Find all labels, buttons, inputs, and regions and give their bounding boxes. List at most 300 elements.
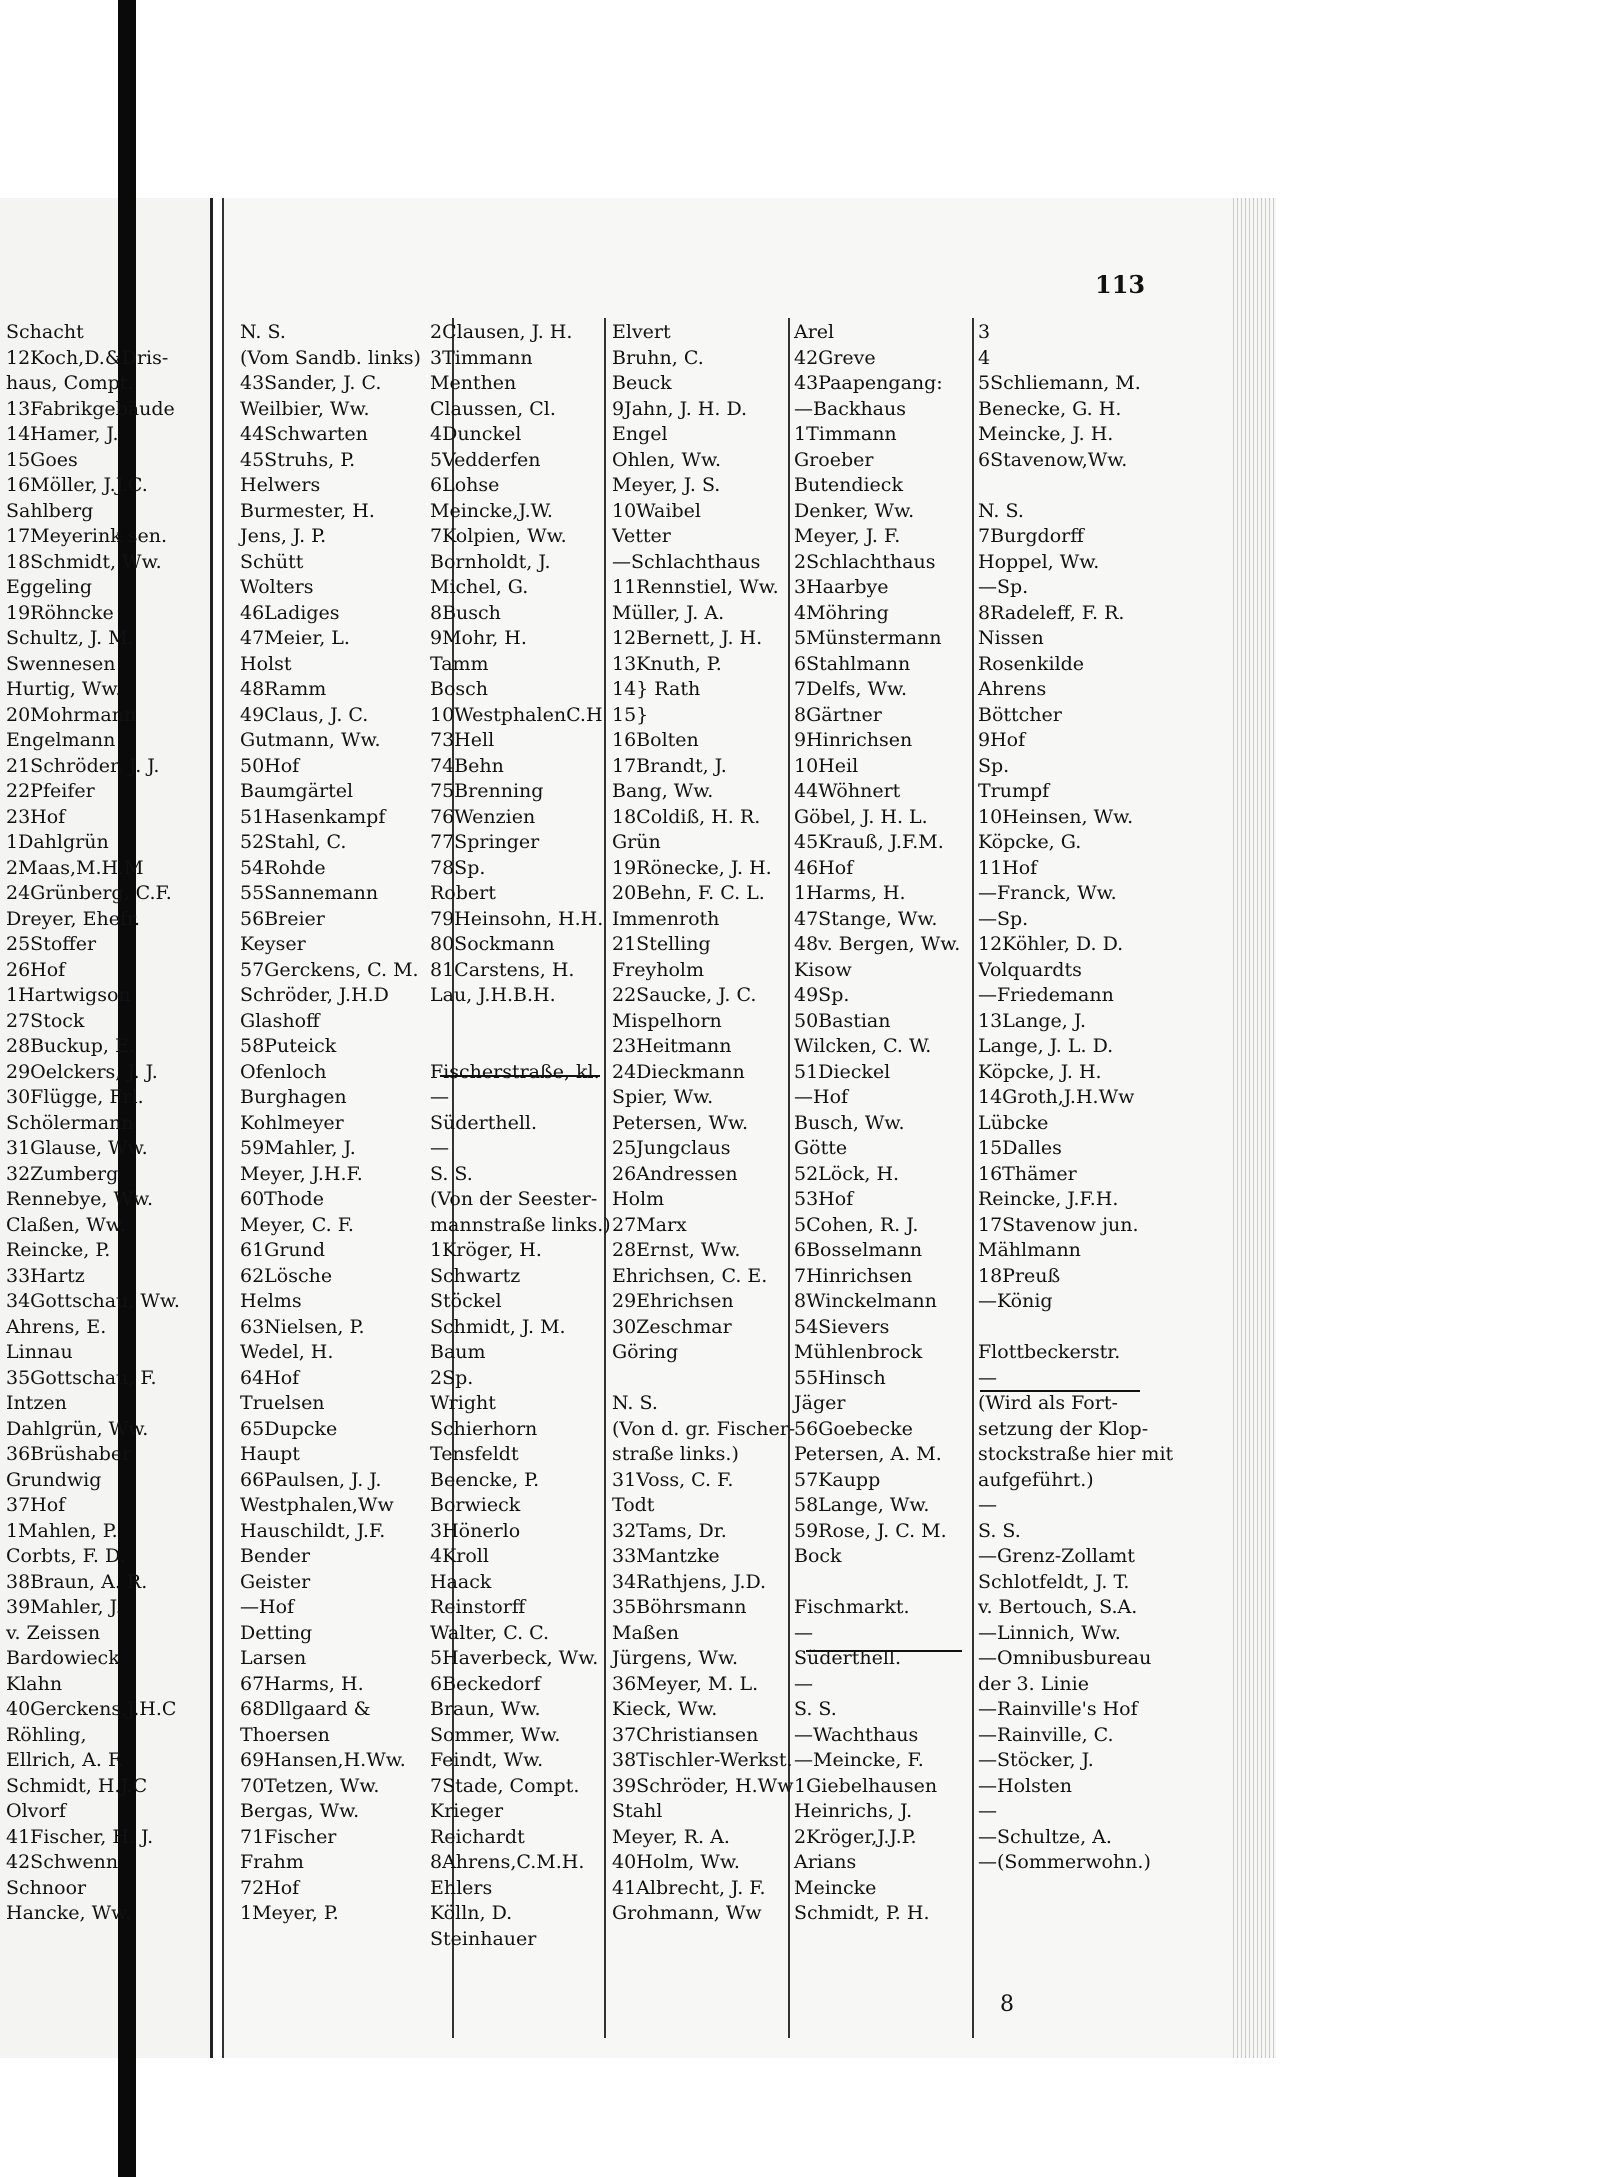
directory-entry: 7Burgdorff	[978, 525, 1084, 547]
directory-entry: 6Stahlmann	[794, 652, 911, 675]
directory-entry: Beuck	[612, 372, 672, 394]
directory-entry: 14Groth,J.H.Ww	[978, 1086, 1135, 1108]
directory-entry: 29Oelckers, J. J.	[6, 1060, 158, 1083]
directory-entry: Grundwig	[6, 1468, 102, 1491]
directory-entry: Köpcke, G.	[978, 831, 1082, 853]
directory-entry: 9Hinrichsen	[794, 729, 913, 751]
directory-entry: mannstraße links.)	[430, 1213, 611, 1236]
directory-entry: —Wachthaus	[794, 1723, 919, 1746]
directory-entry: 61Grund	[240, 1239, 326, 1261]
directory-entry: 3Haarbye	[794, 576, 889, 598]
directory-entry: Reincke, P.	[6, 1239, 111, 1261]
directory-entry: 74Behn	[430, 754, 504, 777]
directory-entry: 15Dalles	[978, 1137, 1062, 1159]
directory-entry: stockstraße hier mit	[978, 1443, 1174, 1465]
directory-entry: 55Hinsch	[794, 1366, 886, 1389]
directory-entry: Feindt, Ww.	[430, 1749, 544, 1771]
directory-entry: Todt	[612, 1494, 655, 1516]
directory-entry	[978, 473, 1173, 499]
directory-entry: 72Hof	[240, 1876, 300, 1899]
directory-entry: Haupt	[240, 1443, 300, 1465]
directory-entry: (Von der Seester-	[430, 1188, 598, 1210]
directory-entry: 35Gottschau, F.	[6, 1366, 157, 1389]
directory-entry: 79Heinsohn, H.H.	[430, 907, 604, 930]
directory-entry: 30Flügge, Frl.	[6, 1086, 144, 1108]
directory-entry: Mispelhorn	[612, 1009, 722, 1032]
directory-entry: 18Coldiß, H. R.	[612, 805, 761, 828]
directory-entry: Groeber	[794, 448, 874, 471]
directory-entry: 28Buckup, E.	[6, 1035, 135, 1057]
directory-entry: 43Sander, J. C.	[240, 372, 382, 394]
directory-entry: 16Bolten	[612, 729, 699, 751]
directory-entry: 49Claus, J. C.	[240, 703, 369, 726]
directory-entry: (Wird als Fort-	[978, 1392, 1118, 1414]
directory-entry: 6Beckedorf	[430, 1672, 541, 1695]
directory-entry: Fischerstraße, kl.	[430, 1060, 600, 1083]
directory-entry: 19Röhncke	[6, 601, 114, 624]
directory-entry: 24Dieckmann	[612, 1060, 745, 1083]
directory-entry: Stahl	[612, 1800, 663, 1822]
directory-entry: Nissen	[978, 627, 1044, 649]
directory-entry: Gutmann, Ww.	[240, 729, 381, 751]
directory-entry: Ahrens, E.	[6, 1315, 107, 1338]
directory-entry: 13Knuth, P.	[612, 652, 722, 675]
directory-entry: 1Meyer, P.	[240, 1902, 339, 1924]
directory-entry: 62Lösche	[240, 1264, 333, 1287]
directory-entry: 8Gärtner	[794, 703, 882, 726]
directory-entry: 65Dupcke	[240, 1417, 338, 1440]
directory-entry: Schlotfeldt, J. T.	[978, 1570, 1130, 1593]
directory-entry: 78Sp.	[430, 856, 486, 879]
directory-entry: 6Bosselmann	[794, 1239, 923, 1261]
directory-entry: 53Hof	[794, 1188, 854, 1210]
directory-entry: Petersen, Ww.	[612, 1111, 749, 1134]
directory-entry: 48Ramm	[240, 678, 327, 700]
directory-entry: —Franck, Ww.	[978, 882, 1117, 904]
directory-entry: 7Delfs, Ww.	[794, 678, 908, 700]
directory-entry: Ahrens	[978, 678, 1047, 700]
directory-entry: Bornholdt, J.	[430, 550, 551, 573]
directory-entry: 32Zumberg	[6, 1162, 119, 1185]
directory-entry: Benecke, G. H.	[978, 397, 1122, 420]
directory-entry: 57Kaupp	[794, 1468, 881, 1491]
directory-entry: —	[430, 1137, 449, 1159]
directory-entry: Arel	[794, 321, 835, 343]
directory-entry: Lau, J.H.B.H.	[430, 984, 556, 1006]
directory-entry: 20Behn, F. C. L.	[612, 882, 765, 904]
directory-entry: 1Hartwigson	[6, 984, 131, 1006]
directory-entry: 47Meier, L.	[240, 627, 350, 649]
directory-entry: Reinstorff	[430, 1596, 526, 1618]
directory-entry: —Omnibusbureau	[978, 1647, 1152, 1669]
directory-entry: Meincke, J. H.	[978, 423, 1114, 445]
directory-entry: —	[794, 1672, 813, 1695]
directory-column-3	[430, 320, 611, 1952]
directory-entry: Holm	[612, 1188, 665, 1210]
directory-entry: Jürgens, Ww.	[612, 1647, 738, 1669]
directory-entry: Keyser	[240, 933, 306, 955]
directory-entry: Schierhorn	[430, 1417, 538, 1440]
directory-entry: 45Krauß, J.F.M.	[794, 831, 944, 853]
directory-entry: Lübcke	[978, 1111, 1049, 1134]
directory-entry: Westphalen,Ww	[240, 1494, 394, 1516]
directory-entry: 6Lohse	[430, 474, 500, 496]
directory-entry: —Sp.	[978, 576, 1029, 598]
directory-entry: Steinhauer	[430, 1927, 537, 1950]
directory-entry: —	[430, 1086, 449, 1108]
directory-entry: Baumgärtel	[240, 780, 354, 802]
directory-entry: —Schultze, A.	[978, 1825, 1112, 1848]
directory-entry: Sahlberg	[6, 499, 94, 522]
directory-entry: Ellrich, A. F.	[6, 1749, 125, 1771]
directory-entry: Kisow	[794, 958, 852, 981]
directory-entry: Jens, J. P.	[240, 525, 327, 547]
directory-entry: —Holsten	[978, 1774, 1072, 1797]
directory-entry: 28Ernst, Ww.	[612, 1239, 741, 1261]
directory-entry: 81Carstens, H.	[430, 958, 575, 981]
directory-entry: Grohmann, Ww	[612, 1902, 762, 1924]
directory-entry: 22Pfeifer	[6, 780, 95, 802]
directory-entry: Linnau	[6, 1341, 73, 1363]
directory-entry: Burmester, H.	[240, 499, 375, 522]
directory-entry: Claßen, Ww.	[6, 1213, 126, 1236]
directory-entry: Geister	[240, 1570, 311, 1593]
directory-entry: Arians	[794, 1851, 857, 1873]
directory-entry: 11Rennstiel, Ww.	[612, 576, 779, 598]
directory-entry: Petersen, A. M.	[794, 1443, 942, 1465]
directory-entry: 2Clausen, J. H.	[430, 321, 573, 343]
directory-entry	[612, 1366, 795, 1392]
directory-entry: 1Harms, H.	[794, 882, 906, 904]
directory-entry: Wedel, H.	[240, 1341, 334, 1363]
directory-entry: 2Maas,M.H.M	[6, 856, 144, 879]
directory-entry: 46Ladiges	[240, 601, 340, 624]
directory-column-6	[978, 320, 1173, 1876]
directory-entry: 43Paapengang:	[794, 372, 943, 394]
directory-entry: Walter, C. C.	[430, 1621, 550, 1644]
directory-entry: 3Hönerlo	[430, 1519, 521, 1542]
directory-entry: Kohlmeyer	[240, 1111, 344, 1134]
directory-entry: v. Zeissen	[6, 1621, 101, 1644]
directory-entry: —Backhaus	[794, 397, 906, 420]
directory-entry: 76Wenzien	[430, 805, 536, 828]
directory-entry: 14} Rath	[612, 678, 701, 700]
directory-entry: Stöckel	[430, 1290, 502, 1312]
directory-entry: 8Winckelmann	[794, 1290, 937, 1312]
directory-entry: Schütt	[240, 550, 304, 573]
directory-entry: Schmidt, J. M.	[430, 1315, 566, 1338]
directory-entry: Braun, Ww.	[430, 1698, 541, 1720]
directory-entry: 8Busch	[430, 601, 501, 624]
directory-entry: 9Jahn, J. H. D.	[612, 397, 748, 420]
directory-entry: 40Gerckens,J.H.C	[6, 1698, 177, 1720]
directory-entry: —	[978, 1800, 997, 1822]
directory-entry: Ofenloch	[240, 1060, 327, 1083]
directory-entry: Klahn	[6, 1672, 63, 1695]
directory-entry: 60Thode	[240, 1188, 324, 1210]
directory-entry: S. S.	[794, 1698, 837, 1720]
directory-entry: S. S.	[430, 1162, 473, 1185]
directory-entry: 36Brüshaber	[6, 1443, 132, 1465]
directory-entry: —Grenz-Zollamt	[978, 1545, 1135, 1567]
directory-entry: 24Grünberg, C.F.	[6, 882, 172, 904]
directory-entry: 68Dllgaard &	[240, 1698, 371, 1720]
directory-entry: Borwieck	[430, 1494, 521, 1516]
directory-entry: —Hof	[794, 1086, 849, 1108]
directory-entry: Bock	[794, 1545, 842, 1567]
directory-entry: Schwartz	[430, 1264, 521, 1287]
directory-entry: Meyer, J. S.	[612, 474, 721, 496]
directory-entry: straße links.)	[612, 1443, 739, 1465]
directory-entry: 3Timmann	[430, 346, 533, 369]
directory-entry: 34Rathjens, J.D.	[612, 1570, 767, 1593]
directory-entry: —	[978, 1494, 997, 1516]
directory-entry: 52Löck, H.	[794, 1162, 900, 1185]
directory-entry: 55Sannemann	[240, 882, 379, 904]
directory-entry: 12Bernett, J. H.	[612, 627, 763, 649]
directory-entry: 47Stange, Ww.	[794, 907, 938, 930]
directory-entry: Schröder, J.H.D	[240, 984, 389, 1006]
directory-column-1	[6, 320, 180, 1927]
directory-entry: Schmidt, H.J.C	[6, 1774, 148, 1797]
directory-entry: Göring	[612, 1341, 679, 1363]
directory-entry: 33Mantzke	[612, 1545, 720, 1567]
directory-entry: Süderthell.	[794, 1647, 902, 1669]
directory-entry: 34Gottschau, Ww.	[6, 1290, 180, 1312]
directory-entry: 54Sievers	[794, 1315, 890, 1338]
directory-entry: 17Brandt, J.	[612, 754, 727, 777]
directory-entry: Grün	[612, 831, 661, 853]
directory-entry: setzung der Klop-	[978, 1417, 1149, 1440]
directory-entry: Olvorf	[6, 1800, 66, 1822]
directory-entry: Thoersen	[240, 1723, 330, 1746]
directory-entry: 17Stavenow jun.	[978, 1213, 1139, 1236]
directory-entry: —Hof	[240, 1596, 295, 1618]
directory-entry: 16Thämer	[978, 1162, 1077, 1185]
directory-entry: 19Rönecke, J. H.	[612, 856, 772, 879]
directory-entry: 20Mohrmann	[6, 703, 137, 726]
directory-entry: N. S.	[240, 321, 286, 343]
directory-entry: Mählmann	[978, 1239, 1081, 1261]
directory-entry: Volquardts	[978, 958, 1082, 981]
directory-entry: 50Hof	[240, 754, 300, 777]
directory-entry: Wolters	[240, 576, 314, 598]
directory-entry: 4Möhring	[794, 601, 889, 624]
directory-entry: 44Wöhnert	[794, 780, 901, 802]
directory-entry: Vetter	[612, 525, 671, 547]
directory-entry: der 3. Linie	[978, 1672, 1089, 1695]
directory-entry: 27Marx	[612, 1213, 687, 1236]
directory-entry: Göbel, J. H. L.	[794, 805, 928, 828]
directory-entry: 48v. Bergen, Ww.	[794, 933, 961, 955]
directory-entry: 40Holm, Ww.	[612, 1851, 740, 1873]
directory-entry: —Rainville's Hof	[978, 1698, 1138, 1720]
directory-entry: (Vom Sandb. links)	[240, 346, 421, 369]
directory-entry: 41Albrecht, J. F.	[612, 1876, 766, 1899]
directory-entry: 13Fabrikgebäude	[6, 397, 175, 420]
directory-entry: 23Hof	[6, 805, 66, 828]
directory-entry: Robert	[430, 882, 496, 904]
directory-entry: Bergas, Ww.	[240, 1800, 360, 1822]
directory-entry: Dahlgrün, Ww.	[6, 1417, 149, 1440]
directory-entry: 11Hof	[978, 856, 1038, 879]
directory-entry: 31Voss, C. F.	[612, 1468, 734, 1491]
directory-entry: —Schlachthaus	[612, 550, 761, 573]
directory-entry: Weilbier, Ww.	[240, 397, 370, 420]
directory-entry: 37Hof	[6, 1494, 66, 1516]
directory-entry: —Rainville, C.	[978, 1723, 1114, 1746]
directory-entry: 10Heil	[794, 754, 859, 777]
directory-entry: Wright	[430, 1392, 496, 1414]
directory-entry: Spier, Ww.	[612, 1086, 714, 1108]
directory-entry: Reincke, J.F.H.	[978, 1188, 1119, 1210]
directory-entry: Meyer, R. A.	[612, 1825, 730, 1848]
directory-entry: 35Böhrsmann	[612, 1596, 747, 1618]
signature-mark: 8	[1000, 1992, 1014, 2017]
directory-entry: 13Lange, J.	[978, 1009, 1087, 1032]
directory-entry: Intzen	[6, 1392, 67, 1414]
directory-entry: Meyer, C. F.	[240, 1213, 354, 1236]
directory-entry: Müller, J. A.	[612, 601, 725, 624]
directory-entry: 46Hof	[794, 856, 854, 879]
directory-entry: 51Hasenkampf	[240, 805, 386, 828]
directory-entry: 41Fischer, H. J.	[6, 1825, 154, 1848]
directory-entry: 42Greve	[794, 346, 876, 369]
directory-entry: Meincke	[794, 1876, 877, 1899]
directory-entry: 54Rohde	[240, 856, 326, 879]
directory-entry: Busch, Ww.	[794, 1111, 905, 1134]
directory-entry: 1Timmann	[794, 423, 897, 445]
directory-entry: 21Schröder, J. J.	[6, 754, 160, 777]
directory-column-5	[794, 320, 960, 1927]
directory-entry: Trumpf	[978, 780, 1050, 802]
directory-entry: 38Braun, A. R.	[6, 1570, 148, 1593]
directory-entry: Schölermann	[6, 1111, 134, 1134]
directory-entry: 2Kröger,J.J.P.	[794, 1825, 917, 1848]
directory-entry: Helms	[240, 1290, 302, 1312]
directory-entry: (Von d. gr. Fischer-	[612, 1417, 796, 1440]
directory-entry: Fischmarkt.	[794, 1596, 910, 1618]
directory-entry: Kölln, D.	[430, 1902, 513, 1924]
directory-entry: Schnoor	[6, 1876, 87, 1899]
directory-entry: Sommer, Ww.	[430, 1723, 561, 1746]
directory-entry	[430, 1009, 611, 1035]
directory-entry: Freyholm	[612, 958, 705, 981]
directory-entry: 64Hof	[240, 1366, 300, 1389]
directory-entry: 26Andressen	[612, 1162, 738, 1185]
directory-entry: Böttcher	[978, 703, 1062, 726]
directory-entry: 1Kröger, H.	[430, 1239, 542, 1261]
directory-entry: Helwers	[240, 474, 321, 496]
directory-entry: Götte	[794, 1137, 848, 1159]
directory-entry: 1Giebelhausen	[794, 1774, 938, 1797]
directory-entry: Elvert	[612, 321, 671, 343]
directory-entry: Ehrichsen, C. E.	[612, 1264, 768, 1287]
directory-entry: —Friedemann	[978, 984, 1114, 1006]
directory-entry: 39Schröder, H.Ww	[612, 1774, 794, 1797]
directory-entry: Heinrichs, J.	[794, 1800, 913, 1822]
directory-entry: 5Haverbeck, Ww.	[430, 1647, 599, 1669]
directory-entry: 9Hof	[978, 729, 1026, 751]
directory-entry: Michel, G.	[430, 576, 529, 598]
directory-entry: 33Hartz	[6, 1264, 85, 1287]
directory-entry: 70Tetzen, Ww.	[240, 1774, 380, 1797]
directory-entry: 59Mahler, J.	[240, 1137, 356, 1159]
directory-entry: 27Stock	[6, 1009, 85, 1032]
directory-entry: 44Schwarten	[240, 423, 368, 445]
directory-entry: v. Bertouch, S.A.	[978, 1596, 1138, 1618]
directory-entry: Köpcke, J. H.	[978, 1060, 1102, 1083]
directory-entry: Corbts, F. D.	[6, 1545, 126, 1567]
directory-entry: 36Meyer, M. L.	[612, 1672, 759, 1695]
directory-entry: 71Fischer	[240, 1825, 337, 1848]
directory-entry: Wilcken, C. W.	[794, 1035, 932, 1057]
directory-entry: 15Goes	[6, 448, 78, 471]
directory-entry: Claussen, Cl.	[430, 397, 556, 420]
directory-entry: N. S.	[612, 1392, 658, 1414]
directory-entry: Ohlen, Ww.	[612, 448, 722, 471]
directory-entry: 4Dunckel	[430, 423, 522, 445]
directory-entry: 10WestphalenC.H	[430, 703, 603, 726]
directory-entry: Flottbeckerstr.	[978, 1341, 1121, 1363]
directory-entry: 39Mahler, J.	[6, 1596, 122, 1618]
directory-entry: Krieger	[430, 1800, 504, 1822]
directory-entry: Beencke, P.	[430, 1468, 540, 1491]
directory-entry: Butendieck	[794, 474, 903, 496]
directory-entry: Sp.	[978, 754, 1010, 777]
directory-column-2	[240, 320, 421, 1927]
directory-entry: 5Münstermann	[794, 627, 942, 649]
directory-entry: —	[978, 1366, 997, 1389]
directory-entry: Hurtig, Ww.	[6, 678, 122, 700]
directory-entry: 26Hof	[6, 958, 66, 981]
directory-entry: S. S.	[978, 1519, 1021, 1542]
directory-entry: Dreyer, Ehefr.	[6, 907, 141, 930]
directory-entry: Röhling,	[6, 1723, 87, 1746]
directory-entry: 5Cohen, R. J.	[794, 1213, 919, 1236]
directory-entry: Bosch	[430, 678, 489, 700]
directory-entry: Immenroth	[612, 907, 720, 930]
page-edge	[1230, 198, 1276, 2058]
directory-entry: —Meincke, F.	[794, 1749, 924, 1771]
directory-entry: 25Jungclaus	[612, 1137, 731, 1159]
directory-entry: 8Radeleff, F. R.	[978, 601, 1125, 624]
directory-entry: 56Goebecke	[794, 1417, 913, 1440]
directory-entry: Hauschildt, J.F.	[240, 1519, 386, 1542]
directory-entry: 4Kroll	[430, 1545, 489, 1567]
directory-entry: 45Struhs, P.	[240, 448, 356, 471]
directory-entry: 51Dieckel	[794, 1060, 891, 1083]
directory-entry: Detting	[240, 1621, 313, 1644]
directory-entry: Kieck, Ww.	[612, 1698, 718, 1720]
directory-entry: —König	[978, 1290, 1053, 1312]
directory-entry: 31Glause, Ww.	[6, 1137, 148, 1159]
directory-entry: Bang, Ww.	[612, 780, 714, 802]
directory-entry: 42Schwenn	[6, 1851, 119, 1873]
directory-entry: Tensfeldt	[430, 1443, 519, 1465]
directory-entry: 49Sp.	[794, 984, 850, 1006]
directory-entry: Rennebye, Ww.	[6, 1188, 154, 1210]
directory-entry: Baum	[430, 1341, 486, 1363]
directory-entry: Rosenkilde	[978, 652, 1085, 675]
directory-entry: —Sp.	[978, 907, 1029, 930]
directory-entry: Engel	[612, 423, 668, 445]
directory-column-4	[612, 320, 795, 1927]
directory-entry: 58Puteick	[240, 1035, 337, 1057]
directory-entry: Meincke,J.W.	[430, 499, 553, 522]
directory-entry: 12Köhler, D. D.	[978, 933, 1124, 955]
directory-entry: 56Breier	[240, 907, 325, 930]
